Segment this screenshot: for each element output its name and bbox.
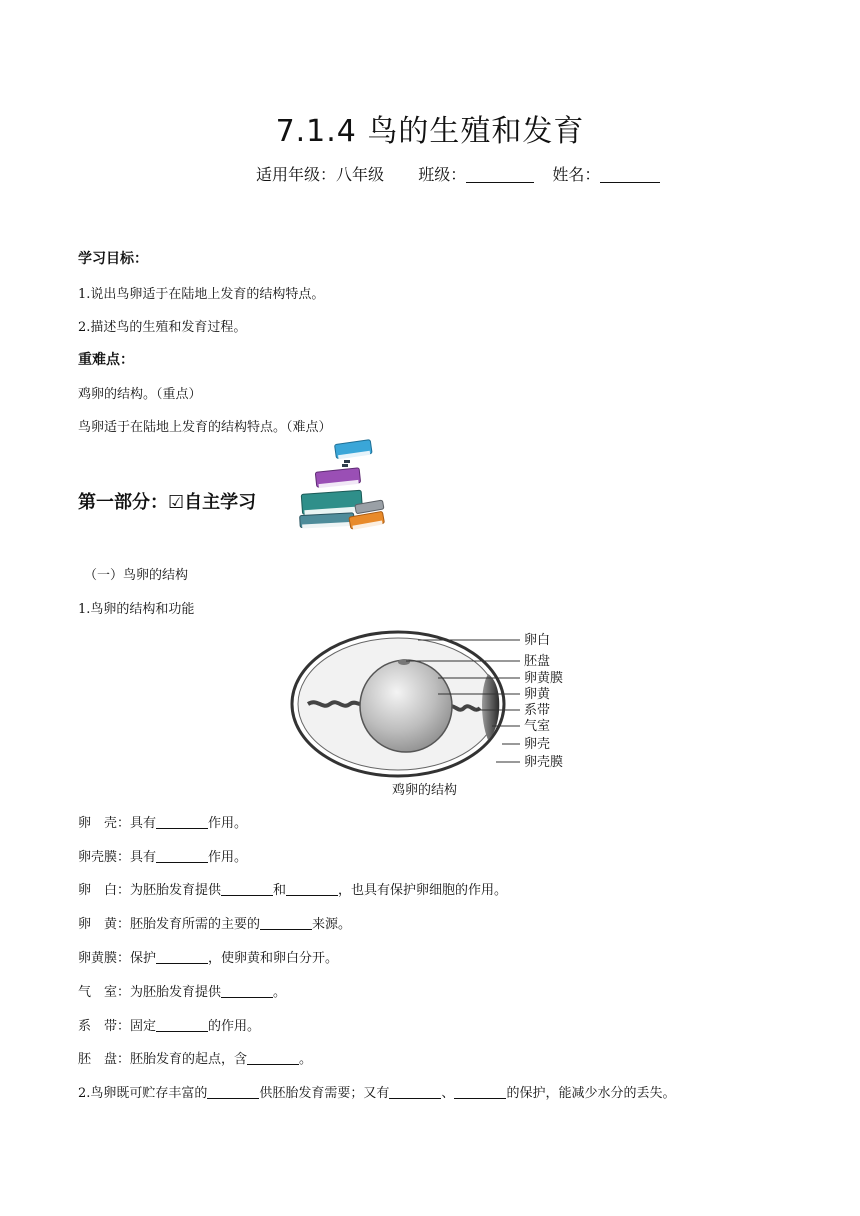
answer-blank[interactable] <box>389 1086 441 1099</box>
class-label: 班级： <box>418 165 467 184</box>
name-label: 姓名： <box>552 165 601 184</box>
answer-blank[interactable] <box>221 883 273 896</box>
objective-item: 2.描述鸟的生殖和发育过程。 <box>78 320 247 335</box>
label-air-cell: 气室 <box>524 719 551 734</box>
page-title: 7.1.4 鸟的生殖和发育 <box>275 114 585 149</box>
answer-blank[interactable] <box>156 816 208 829</box>
label-yolk: 卵黄 <box>524 687 551 702</box>
key-point-item: 鸟卵适于在陆地上发育的结构特点。（难点） <box>78 420 332 435</box>
fill-line-shell-membrane: 卵壳膜：具有 作用。 <box>78 850 248 865</box>
answer-blank[interactable] <box>156 951 208 964</box>
answer-blank[interactable] <box>454 1086 506 1099</box>
answer-blank[interactable] <box>260 917 312 930</box>
fill-line-air-cell: 气 室：为胚胎发育提供 。 <box>78 985 287 1000</box>
fill-line-albumen: 卵 白：为胚胎发育提供 和 ，也具有保护卵细胞的作用。 <box>78 883 508 898</box>
checkbox-icon: ☑ <box>168 492 185 513</box>
answer-blank[interactable] <box>286 883 338 896</box>
fill-line-chalaza: 系 带：固定 的作用。 <box>78 1019 261 1034</box>
answer-blank[interactable] <box>156 1019 208 1032</box>
part1-heading <box>78 488 256 514</box>
key-point-item: 鸡卵的结构。（重点） <box>78 387 202 402</box>
class-blank[interactable] <box>466 168 534 183</box>
objectives-heading: 学习目标： <box>78 251 148 267</box>
label-shell: 卵壳 <box>524 737 551 752</box>
label-shell-membrane: 卵壳膜 <box>524 755 564 770</box>
figure-caption: 鸡卵的结构 <box>392 783 458 798</box>
question-2: 2.鸟卵既可贮存丰富的 供胚胎发育需要；又有 、 的保护，能减少水分的丢失。 <box>78 1086 676 1101</box>
header-info-line <box>256 162 660 185</box>
fill-line-germinal-disc: 胚 盘：胚胎发育的起点，含 。 <box>78 1052 313 1067</box>
fill-line-shell: 卵 壳：具有 作用。 <box>78 816 248 831</box>
germinal-disc <box>398 659 410 665</box>
name-blank[interactable] <box>600 168 660 183</box>
answer-blank[interactable] <box>221 985 273 998</box>
answer-blank[interactable] <box>247 1052 299 1065</box>
label-albumen: 卵白 <box>524 633 551 648</box>
fill-line-yolk-membrane: 卵黄膜：保护 ，使卵黄和卵白分开。 <box>78 951 339 966</box>
section1-sub1: 1.鸟卵的结构和功能 <box>78 602 195 617</box>
key-points-heading: 重难点： <box>78 352 134 368</box>
answer-blank[interactable] <box>207 1086 259 1099</box>
label-chalaza: 系带 <box>524 703 551 718</box>
stacked-books-icon <box>296 436 392 536</box>
answer-blank[interactable] <box>156 850 208 863</box>
section1-heading: （一）鸟卵的结构 <box>84 568 189 583</box>
egg-structure-diagram <box>288 628 578 800</box>
label-germinal-disc: 胚盘 <box>524 654 551 669</box>
objective-item: 1.说出鸟卵适于在陆地上发育的结构特点。 <box>78 287 325 302</box>
label-yolk-membrane: 卵黄膜 <box>524 671 564 686</box>
part1-heading-label: 第一部分： <box>78 492 168 513</box>
grade-text: 适用年级：八年级 <box>256 165 385 184</box>
fill-line-yolk: 卵 黄：胚胎发育所需的主要的 来源。 <box>78 917 352 932</box>
yolk <box>360 660 452 752</box>
part1-heading-title: 自主学习 <box>184 492 257 513</box>
